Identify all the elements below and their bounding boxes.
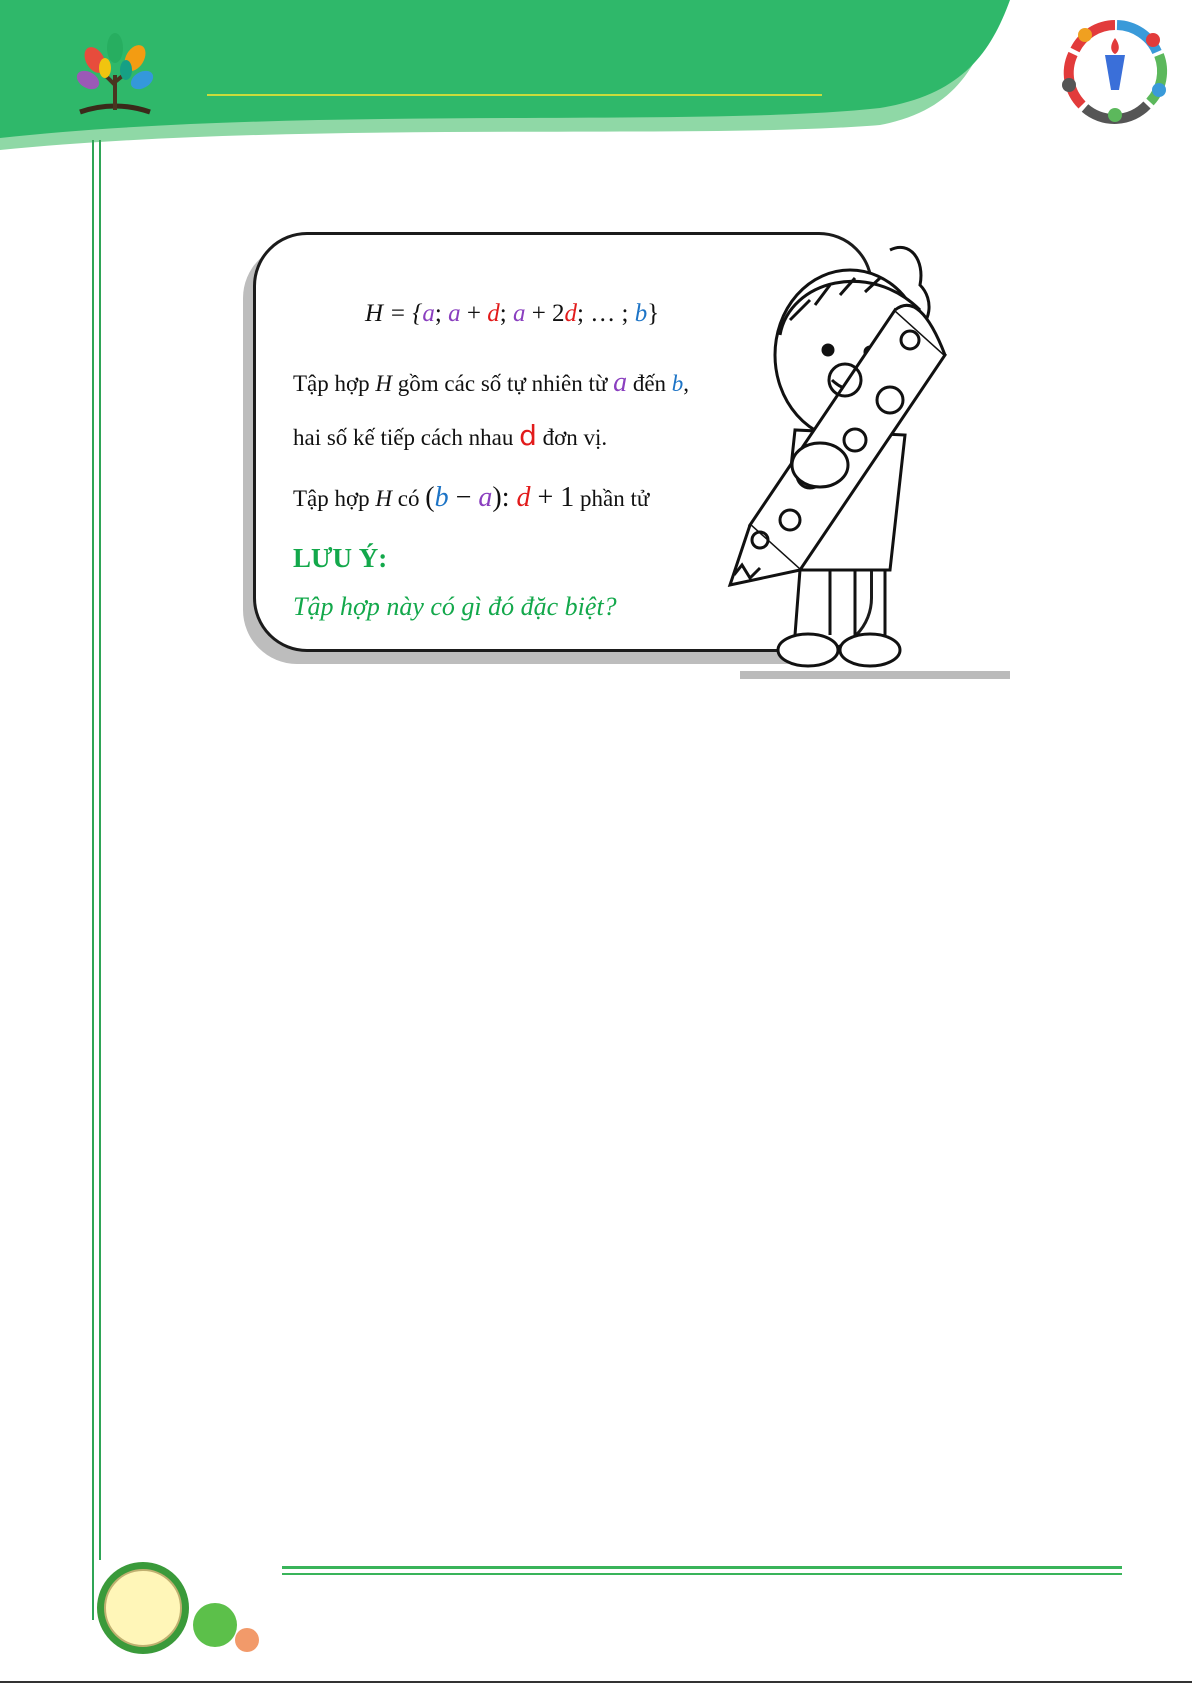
footer-rule-thin: [282, 1573, 1122, 1575]
girl-with-pencil-illustration: [720, 240, 1010, 680]
page-badge-icon: [95, 1560, 275, 1660]
tree-logo-icon: [70, 30, 160, 120]
header-rule: [207, 94, 822, 96]
note-line-1: Tập hợp H gồm các số tự nhiên từ a đến b,: [293, 367, 690, 398]
left-margin-rule-inner: [99, 140, 101, 1560]
club-logo-icon: [1055, 10, 1175, 130]
header-band: [0, 0, 1192, 150]
note-title: LƯU Ý:: [293, 543, 388, 573]
note-question: Tập hợp này có gì đó đặc biệt?: [293, 592, 617, 621]
footer-rule: [282, 1566, 1122, 1569]
left-margin-rule: [92, 140, 94, 1620]
note-line-3: Tập hợp H có (b − a): d + 1 phần tử: [293, 482, 650, 513]
page-bottom-rule: [0, 1681, 1192, 1683]
note-line-2: hai số kế tiếp cách nhau d đơn vị.: [293, 419, 608, 452]
set-formula: H = {a; a + d; a + 2d; … ; b}: [365, 300, 660, 327]
